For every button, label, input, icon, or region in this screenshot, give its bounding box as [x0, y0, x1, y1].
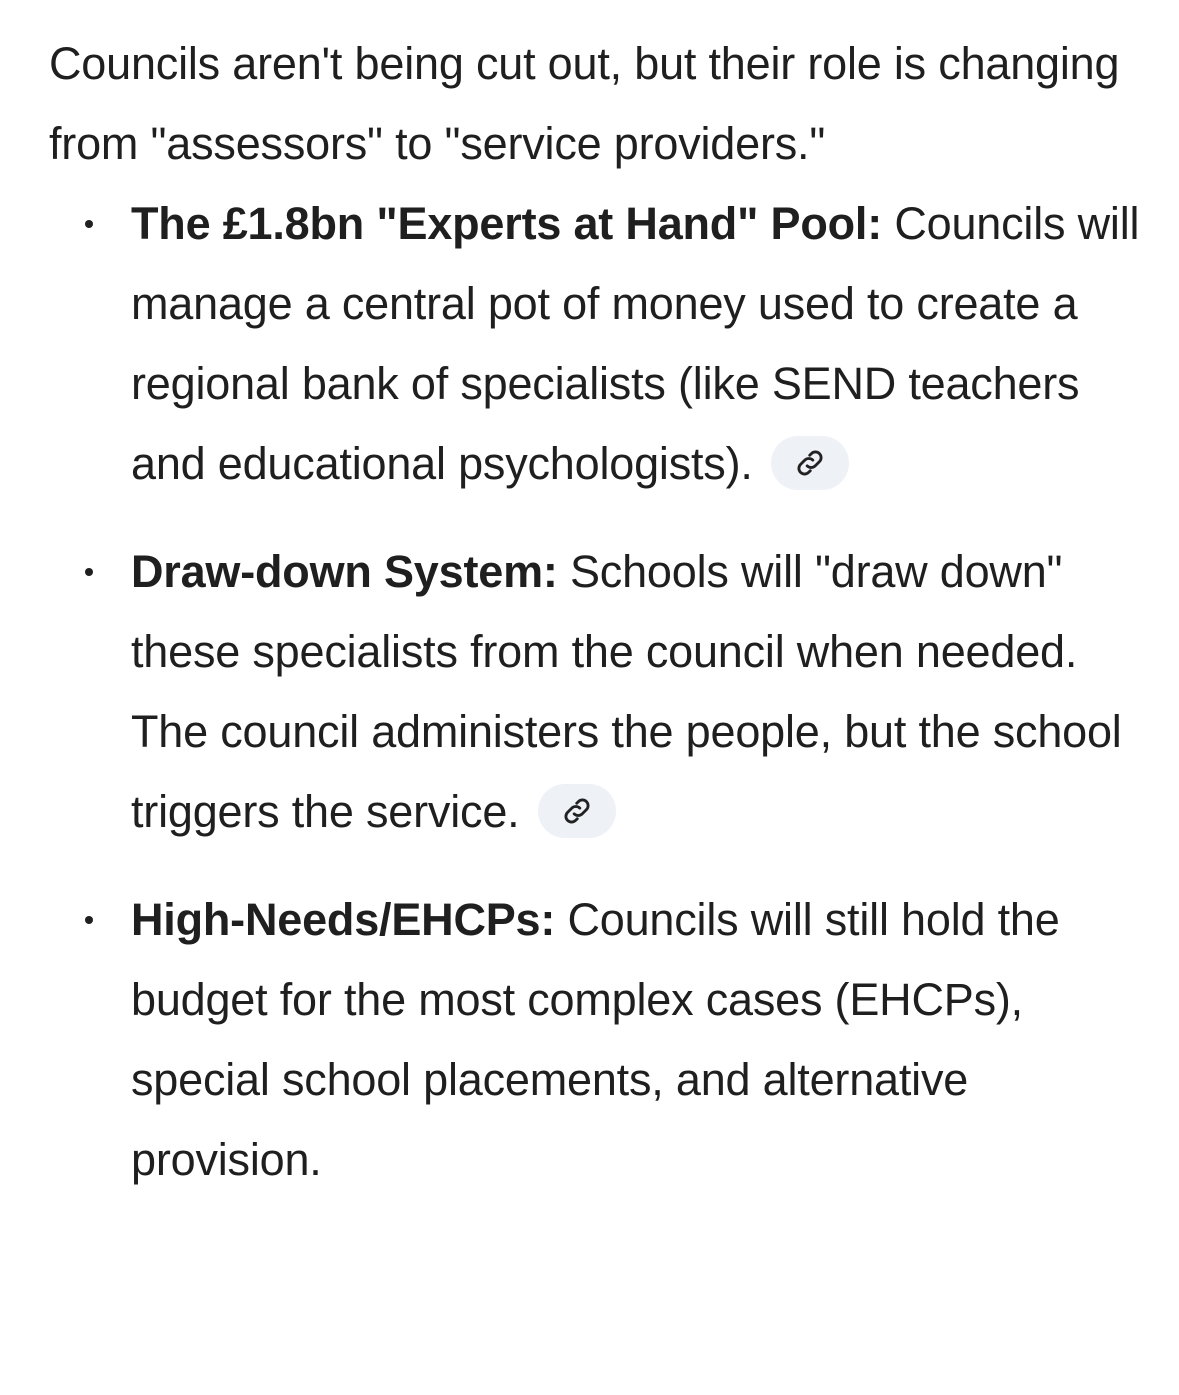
- bullet-item: [49, 880, 1149, 1200]
- bullet-dot: [85, 568, 93, 576]
- bullet-text: Councils will still hold the budget for the most complex cases (EHCPs), special school placements, and alternative provision.: [131, 894, 1060, 1185]
- citation-link-button[interactable]: [538, 784, 616, 838]
- intro-paragraph: Councils aren't being cut out, but their role is changing from "assessors" to "service providers.": [49, 38, 1120, 169]
- bullet-text: Schools will "draw down" these specialists from the council when needed. The council administers the people, but the school triggers the service.: [131, 546, 1122, 837]
- bullet-dot: [85, 916, 93, 924]
- citation-link-button[interactable]: [771, 436, 849, 490]
- link-icon: [793, 446, 827, 480]
- link-icon: [560, 794, 594, 828]
- response-content: [49, 24, 1149, 1200]
- bullet-list: [49, 184, 1149, 1200]
- bullet-item: [49, 184, 1149, 504]
- bullet-item: [49, 532, 1149, 852]
- bullet-dot: [85, 220, 93, 228]
- bullet-title: The £1.8bn "Experts at Hand" Pool:: [131, 198, 883, 249]
- bullet-title: High-Needs/EHCPs:: [131, 894, 556, 945]
- bullet-text: Councils will manage a central pot of money used to create a regional bank of specialists (like SEND teachers and educational psychologists).: [131, 198, 1140, 489]
- bullet-title: Draw-down System:: [131, 546, 558, 597]
